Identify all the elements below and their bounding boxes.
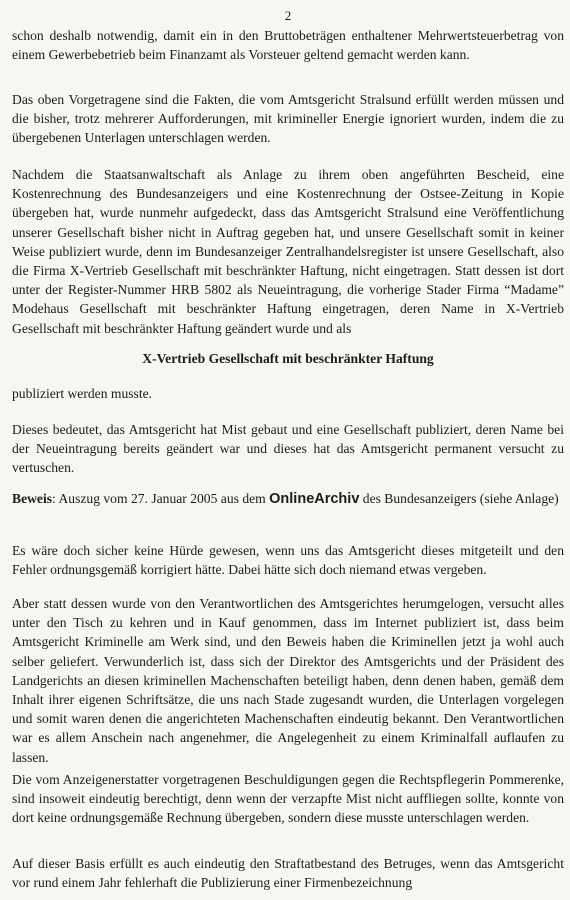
paragraph-9: Auf dieser Basis erfüllt es auch eindeutig den Straftatbestand des Betruges, wenn das Amtsgericht vor rund einem Jahr fehlerhaft die Publizierung einer Firmenbezeichnung bbox=[12, 856, 564, 891]
paragraph-6: Es wäre doch sicher keine Hürde gewesen, wenn uns das Amtsgericht dieses mitgeteilt und den Fehler ordnungsgemäß korrigiert hätte. Dabei hätte sich doch niemand etwas vergeben. bbox=[12, 543, 564, 578]
beweis-text-after: des Bundesanzeigers (siehe Anlage) bbox=[359, 491, 559, 506]
beweis-text-before: : Auszug vom 27. Januar 2005 aus dem bbox=[52, 491, 270, 506]
paragraph-7: Aber statt dessen wurde von den Verantwortlichen des Amtsgerichtes herumgelogen, versucht alles unter den Tisch zu kehren und in Kauf genommen, dass im Internet publiziert ist, dass beim Amtsgericht Kriminelle am Werk sind, und den Beweis haben die Kriminellen jetzt ja wohl auch selber geliefert. Verwunderlich ist, dass sich der Direktor des Amtsgerichts und der Präsident des Landgerichts an diesen kriminellen Machenschaften beteiligt haben, denn denen haben, gemäß dem Inhalt ihrer eigenen Schriftsätze, die uns nach Stade zugesandt wurden, die Unterlagen vorgelegen und somit waren denen die angerichteten Machenschaften eindeutig bekannt. Den Verantwortlichen war es allem Anschein nach angenehmer, die Angelegenheit zu einem Kriminalfall auflaufen zu lassen. bbox=[12, 596, 564, 765]
beweis-label: Beweis bbox=[12, 491, 53, 506]
paragraph-4: publiziert werden musste. bbox=[12, 386, 153, 401]
online-archiv-label: OnlineArchiv bbox=[269, 491, 360, 507]
document-page bbox=[12, 0, 564, 900]
paragraph-8: Die vom Anzeigenerstatter vorgetragenen Beschuldigungen gegen die Rechtspflegerin Pommerenke, sind insoweit eindeutig berechtigt, denn wenn der verzapfte Mist nicht auffliegen sollte, konnte von dort keine ordnungsgemäße Rechnung übergeben, sondern diese musste unterschlagen werden. bbox=[12, 772, 564, 826]
paragraph-5: Dieses bedeutet, das Amtsgericht hat Mist gebaut und eine Gesellschaft publiziert, deren Name bei der Neueintragung bereits geändert war und dieses hat das Amtsgericht permanent versucht zu vertuschen. bbox=[12, 422, 564, 476]
paragraph-1: schon deshalb notwendig, damit ein in den Bruttobeträgen enthaltener Mehrwertsteuerbetrag von einem Gewerbebetrieb beim Finanzamt als Vorsteuer geltend gemacht werden kann. bbox=[12, 28, 564, 63]
beweis-paragraph bbox=[12, 489, 564, 509]
paragraph-2: Das oben Vorgetragene sind die Fakten, die vom Amtsgericht Stralsund erfüllt werden müssen und die bisher, trotz mehrerer Aufforderungen, mit krimineller Energie ignoriert wurden, indem die zu übergebenen Unterlagen unterschlagen werden. bbox=[12, 92, 564, 146]
page-number: 2 bbox=[284, 8, 292, 23]
centered-heading: X-Vertrieb Gesellschaft mit beschränkter Haftung bbox=[142, 351, 434, 366]
paragraph-3: Nachdem die Staatsanwaltschaft als Anlage zu ihrem oben angeführten Bescheid, eine Kostenrechnung des Bundesanzeigers und eine Kostenrechnung der Ostsee-Zeitung in Kopie übergeben hat, wurde nunmehr aufgedeckt, dass das Amtsgericht Stralsund eine Veröffentlichung unserer Gesellschaft bisher nicht in Auftrag gegeben hat, und unsere Gesellschaft somit in keiner Weise publiziert wurde, denn im Bundesanzeiger Zentralhandelsregister ist unsere Gesellschaft, also die Firma X-Vertrieb Gesellschaft mit beschränkter Haftung, nicht eingetragen. Statt dessen ist dort unter der Register-Nummer HRB 5802 als Neueintragung, die vorherige Stader Firma “Madame” Modehaus Gesellschaft mit beschränkter Haftung eingetragen, deren Name in X-Vertrieb Gesellschaft mit beschränkter Haftung geändert wurde und als bbox=[12, 167, 564, 336]
